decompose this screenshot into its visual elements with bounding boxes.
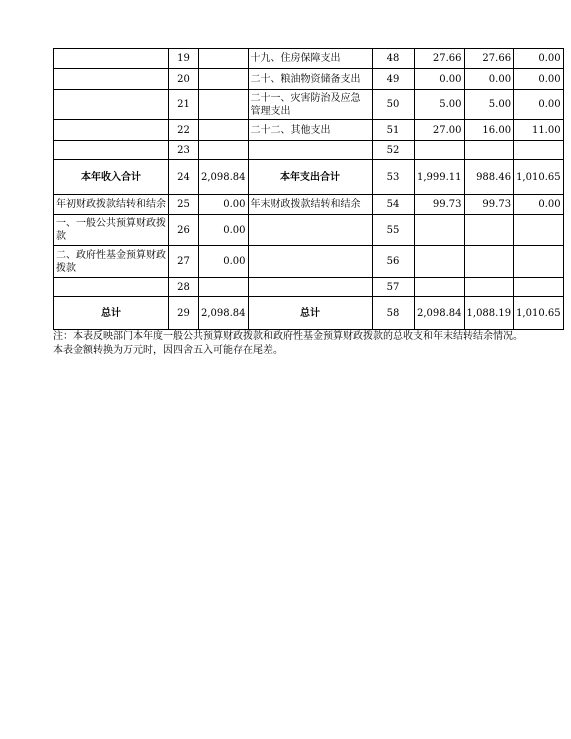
expense-total: 2,098.84 [414,297,464,330]
income-amount [199,120,249,141]
expense-item-label [248,215,372,246]
income-item-label [54,90,169,120]
table-row [54,278,564,297]
income-row-number: 25 [169,195,199,215]
income-row-number: 22 [169,120,199,141]
footnote-line: 注：本表反映部门本年度一般公共预算财政拨款和政府性基金预算财政拨款的总收支和年末结转结余情况。 [53,331,523,342]
table-row-income-expense-total [54,160,564,195]
expense-basic [464,278,514,297]
expense-total [414,246,464,278]
expense-project: 0.00 [514,195,564,215]
expense-row-number: 56 [372,246,414,278]
table-row [54,69,564,90]
income-amount [199,49,249,69]
annual-income-total-label: 本年收入合计 [54,160,169,195]
grand-total-income-label: 总计 [54,297,169,330]
income-row-number: 23 [169,141,199,160]
table-row [54,195,564,215]
expense-total: 5.00 [414,90,464,120]
table-row [54,49,564,69]
table-row-grand-total [54,297,564,330]
income-row-number: 26 [169,215,199,246]
income-amount [199,278,249,297]
expense-item-label: 年末财政拨款结转和结余 [248,195,372,215]
fiscal-appropriation-table [53,48,564,330]
expense-item-label: 二十二、其他支出 [248,120,372,141]
table-row [54,141,564,160]
expense-total: 1,999.11 [414,160,464,195]
income-amount: 0.00 [199,215,249,246]
expense-item-label: 二十、粮油物资储备支出 [248,69,372,90]
expense-total [414,141,464,160]
expense-total [414,278,464,297]
expense-row-number: 52 [372,141,414,160]
expense-project: 0.00 [514,90,564,120]
income-item-label [54,141,169,160]
expense-project: 0.00 [514,49,564,69]
expense-row-number: 50 [372,90,414,120]
expense-basic [464,246,514,278]
expense-basic: 1,088.19 [464,297,514,330]
income-item-label: 二、政府性基金预算财政拨款 [54,246,169,278]
footnote-line: 本表金额转换为万元时，因四舍五入可能存在尾差。 [53,345,283,356]
income-row-number: 27 [169,246,199,278]
income-row-number: 19 [169,49,199,69]
expense-row-number: 54 [372,195,414,215]
table-row [54,90,564,120]
expense-project [514,215,564,246]
expense-total: 27.00 [414,120,464,141]
expense-item-label [248,141,372,160]
table-row [54,120,564,141]
expense-basic [464,141,514,160]
income-row-number: 24 [169,160,199,195]
expense-basic: 27.66 [464,49,514,69]
expense-row-number: 58 [372,297,414,330]
expense-project [514,141,564,160]
income-item-label [54,278,169,297]
expense-row-number: 48 [372,49,414,69]
expense-item-label [248,246,372,278]
expense-basic: 99.73 [464,195,514,215]
income-amount: 2,098.84 [199,160,249,195]
expense-project [514,278,564,297]
income-row-number: 28 [169,278,199,297]
expense-total [414,215,464,246]
income-amount: 0.00 [199,195,249,215]
expense-total: 27.66 [414,49,464,69]
table-footnote [53,330,553,358]
income-item-label: 年初财政拨款结转和结余 [54,195,169,215]
expense-basic [464,215,514,246]
annual-expense-total-label: 本年支出合计 [248,160,372,195]
income-row-number: 20 [169,69,199,90]
expense-row-number: 51 [372,120,414,141]
grand-total-expense-label: 总计 [248,297,372,330]
income-item-label [54,49,169,69]
expense-row-number: 53 [372,160,414,195]
table-row [54,215,564,246]
expense-row-number: 49 [372,69,414,90]
income-row-number: 29 [169,297,199,330]
expense-item-label: 二十一、灾害防治及应急管理支出 [248,90,372,120]
income-item-label [54,120,169,141]
expense-basic: 5.00 [464,90,514,120]
expense-row-number: 57 [372,278,414,297]
income-row-number: 21 [169,90,199,120]
expense-project [514,246,564,278]
expense-total: 0.00 [414,69,464,90]
expense-project: 0.00 [514,69,564,90]
expense-project: 1,010.65 [514,297,564,330]
expense-item-label: 十九、住房保障支出 [248,49,372,69]
expense-basic: 988.46 [464,160,514,195]
income-amount [199,141,249,160]
income-item-label: 一、一般公共预算财政拨款 [54,215,169,246]
income-item-label [54,69,169,90]
expense-basic: 0.00 [464,69,514,90]
expense-total: 99.73 [414,195,464,215]
table-row [54,246,564,278]
income-amount [199,69,249,90]
expense-project: 11.00 [514,120,564,141]
expense-project: 1,010.65 [514,160,564,195]
expense-basic: 16.00 [464,120,514,141]
income-amount: 2,098.84 [199,297,249,330]
expense-item-label [248,278,372,297]
income-amount [199,90,249,120]
income-amount: 0.00 [199,246,249,278]
expense-row-number: 55 [372,215,414,246]
